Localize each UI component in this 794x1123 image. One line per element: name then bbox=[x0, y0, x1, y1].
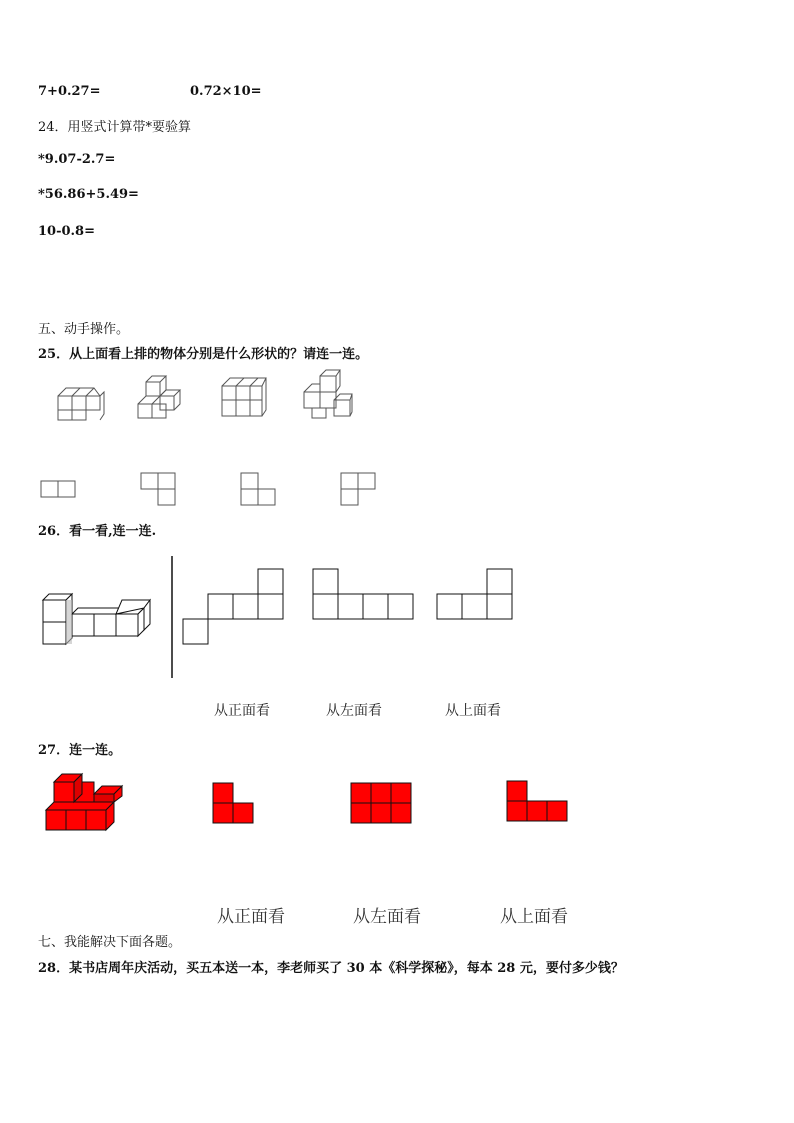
expr-0-72-times: 0.72×10= bbox=[190, 84, 262, 99]
expr-7-plus: 7+0.27= bbox=[38, 84, 101, 99]
q26-divider bbox=[170, 556, 174, 678]
q25-figure-1 bbox=[56, 384, 106, 424]
q26-solid-figure bbox=[40, 590, 156, 648]
question-24: 24．用竖式计算带*要验算 bbox=[38, 120, 192, 135]
q27-red-view-2 bbox=[350, 782, 414, 826]
q25-figure-3 bbox=[220, 376, 270, 424]
q27-label-front: 从正面看 bbox=[217, 907, 285, 927]
q26-label-front: 从正面看 bbox=[214, 703, 270, 719]
q25-view-d bbox=[340, 472, 376, 508]
q26-view-2 bbox=[312, 568, 414, 621]
q25-figure-4 bbox=[300, 368, 356, 424]
q27-label-left: 从左面看 bbox=[353, 907, 421, 927]
question-25: 25．从上面看上排的物体分别是什么形状的？请连一连。 bbox=[38, 347, 369, 362]
q26-view-3 bbox=[436, 568, 514, 621]
q26-label-top: 从上面看 bbox=[445, 703, 501, 719]
q26-label-left: 从左面看 bbox=[326, 703, 382, 719]
q25-view-c bbox=[240, 472, 276, 508]
q27-red-solid-figure bbox=[44, 770, 126, 832]
q24-item-c: 10-0.8= bbox=[38, 224, 95, 239]
q27-label-top: 从上面看 bbox=[500, 907, 568, 927]
q27-red-view-1 bbox=[212, 782, 256, 826]
question-28: 28．某书店周年庆活动，买五本送一本，李老师买了 30 本《科学探秘》，每本 28 元，要付多少钱？ bbox=[38, 961, 624, 976]
q25-view-a bbox=[40, 480, 76, 500]
q24-item-a: *9.07-2.7= bbox=[38, 152, 116, 167]
question-26: 26．看一看,连一连. bbox=[38, 524, 157, 539]
q25-figure-2 bbox=[136, 374, 188, 426]
q27-red-view-3 bbox=[506, 780, 570, 824]
section-7-title: 七、我能解决下面各题。 bbox=[38, 935, 182, 950]
q24-item-b: *56.86+5.49= bbox=[38, 187, 139, 202]
q26-view-1 bbox=[182, 568, 284, 646]
section-5-title: 五、动手操作。 bbox=[38, 322, 130, 337]
question-27: 27．连一连。 bbox=[38, 743, 122, 758]
q25-view-b bbox=[140, 472, 176, 508]
